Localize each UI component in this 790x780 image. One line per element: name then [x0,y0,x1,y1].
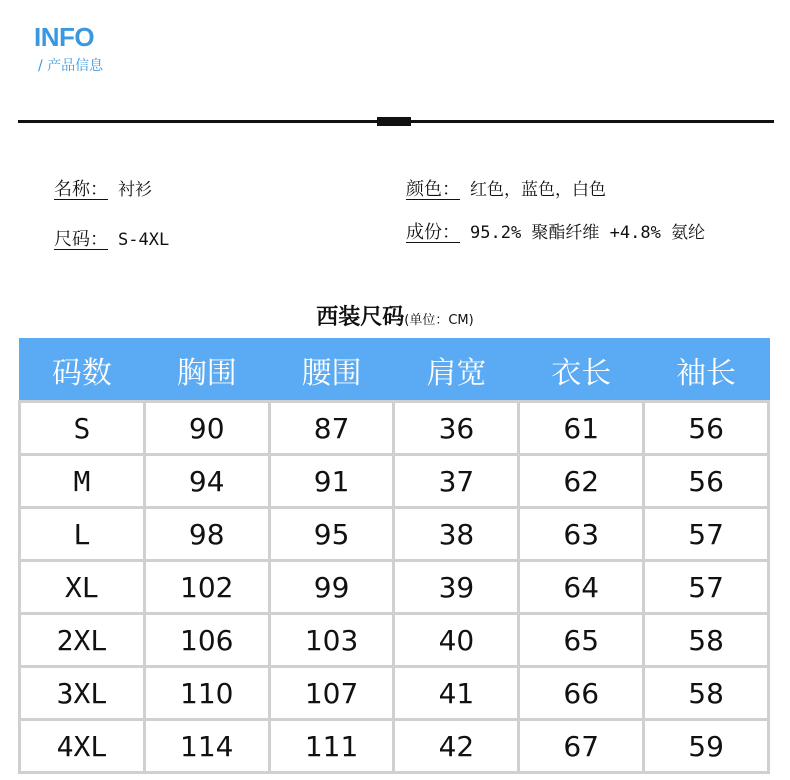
measurement-cell: 56 [644,402,769,455]
size-table [18,338,770,774]
table-caption [0,300,790,331]
measurement-cell: 57 [644,561,769,614]
color-field [406,175,606,201]
name-field [54,175,152,201]
header-cell: 胸围 [144,339,269,402]
size-code-cell: 2XL [20,614,145,667]
size-code-cell: 4XL [20,720,145,773]
measurement-cell: 64 [519,561,644,614]
measurement-cell: 111 [269,720,394,773]
measurement-cell: 61 [519,402,644,455]
size-code-cell: M [20,455,145,508]
measurement-cell: 90 [144,402,269,455]
table-row [20,667,769,720]
header-cell: 肩宽 [394,339,519,402]
size-field [54,225,169,251]
header-cell: 袖长 [644,339,769,402]
size-label: 尺码： [54,229,108,250]
info-title: INFO [34,22,95,52]
measurement-cell: 67 [519,720,644,773]
table-row [20,455,769,508]
color-label: 颜色： [406,179,460,200]
table-title: 西装尺码 [316,305,405,330]
measurement-cell: 42 [394,720,519,773]
header-cell: 码数 [20,339,145,402]
table-body [20,402,769,773]
header-cell: 腰围 [269,339,394,402]
measurement-cell: 57 [644,508,769,561]
measurement-cell: 87 [269,402,394,455]
measurement-cell: 37 [394,455,519,508]
table-header-row [20,339,769,402]
name-value: 衬衫 [118,180,152,200]
measurement-cell: 106 [144,614,269,667]
measurement-cell: 39 [394,561,519,614]
measurement-cell: 114 [144,720,269,773]
measurement-cell: 59 [644,720,769,773]
measurement-cell: 56 [644,455,769,508]
measurement-cell: 98 [144,508,269,561]
table-row [20,402,769,455]
measurement-cell: 62 [519,455,644,508]
table-unit: (单位：CM) [404,313,474,328]
material-value: 95.2% 聚酯纤维 +4.8% 氨纶 [470,223,706,243]
measurement-cell: 40 [394,614,519,667]
divider-mark [377,117,411,126]
measurement-cell: 65 [519,614,644,667]
table-row [20,561,769,614]
material-field [406,218,705,244]
size-code-cell: 3XL [20,667,145,720]
measurement-cell: 99 [269,561,394,614]
material-label: 成份： [406,222,460,243]
table-row [20,720,769,773]
measurement-cell: 95 [269,508,394,561]
measurement-cell: 63 [519,508,644,561]
measurement-cell: 110 [144,667,269,720]
size-code-cell: XL [20,561,145,614]
measurement-cell: 36 [394,402,519,455]
measurement-cell: 103 [269,614,394,667]
size-code-cell: S [20,402,145,455]
table-row [20,508,769,561]
size-value: S-4XL [118,230,170,250]
measurement-cell: 102 [144,561,269,614]
measurement-cell: 91 [269,455,394,508]
measurement-cell: 66 [519,667,644,720]
table-row [20,614,769,667]
measurement-cell: 107 [269,667,394,720]
measurement-cell: 58 [644,667,769,720]
measurement-cell: 94 [144,455,269,508]
measurement-cell: 38 [394,508,519,561]
name-label: 名称： [54,179,108,200]
size-code-cell: L [20,508,145,561]
header-cell: 衣长 [519,339,644,402]
measurement-cell: 58 [644,614,769,667]
info-subtitle: / 产品信息 [38,58,104,74]
color-value: 红色，蓝色，白色 [470,180,606,200]
measurement-cell: 41 [394,667,519,720]
